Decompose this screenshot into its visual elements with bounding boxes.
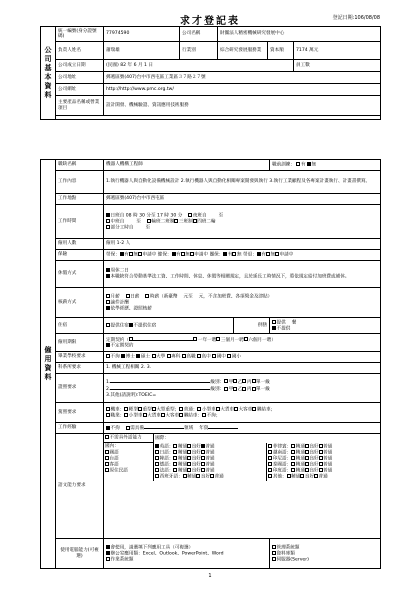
staff-label: 員工數	[294, 60, 381, 72]
address-value: 郵遞區號(407)台中市西屯區工業區３７路２７號	[104, 72, 381, 84]
form-title: 求才登記表	[180, 16, 240, 27]
english-expert-checkbox[interactable]	[173, 444, 177, 448]
lang-german-checkbox[interactable]	[155, 462, 159, 466]
website-value: http://http://www.pmc.org.tw/	[104, 84, 381, 96]
lang-other-checkbox[interactable]	[268, 474, 272, 478]
founded-label: 公司成立日期	[56, 60, 104, 72]
drive-label: 駕照要求	[56, 403, 104, 423]
edu-elementary-checkbox[interactable]	[227, 354, 231, 358]
content-value: 1.執行機器人與自動化設備機械設計 2.執行機器人與自動化相關專案開發與執行 3.執行工業顧程及各專案計畫執行、計畫書撰寫。	[104, 171, 381, 194]
dept-label: 科系所要求	[56, 363, 104, 374]
exp-any-checkbox[interactable]	[106, 426, 110, 430]
website-label: 公司網址	[56, 84, 104, 96]
lang-hakka-checkbox[interactable]	[105, 462, 109, 466]
edu-highschool-checkbox[interactable]	[197, 354, 201, 358]
lang-english-checkbox[interactable]	[155, 444, 159, 448]
drive-heavy-checkbox[interactable]	[138, 407, 142, 411]
lang-taiwanese-checkbox[interactable]	[105, 456, 109, 460]
pretraining-no-checkbox[interactable]	[307, 162, 311, 166]
spanish-normal-checkbox[interactable]	[210, 474, 214, 478]
french-expert-checkbox[interactable]	[173, 468, 177, 472]
edu-junior-checkbox[interactable]	[212, 354, 216, 358]
pretraining-yes-checkbox[interactable]	[296, 162, 300, 166]
lang-vietnamese-checkbox[interactable]	[268, 450, 272, 454]
housing-label: 住宿	[56, 318, 104, 334]
period-value: 定期契約（ 一年一聘 三個月一聘 六個月一聘） 不定期契約	[104, 334, 381, 352]
job-title-value: 機器人機構工程師	[104, 160, 270, 171]
computer-db-checkbox[interactable]	[272, 551, 276, 555]
drive-smallcar-checkbox[interactable]	[197, 407, 201, 411]
japanese-good-checkbox[interactable]	[187, 450, 191, 454]
hours-value: 日班自 08 時 30 分至 17 時 30 分 夜班自 至 中班自 至 輪班二班制 三班制 四班二輪 部分工時自 至	[104, 205, 381, 239]
drive-pro-trailer-checkbox[interactable]	[179, 413, 183, 417]
thai-expert-checkbox[interactable]	[291, 462, 295, 466]
edu-value: 不拘 博士 碩士 大學 專科 高職 高中 國中 國小	[104, 352, 381, 363]
location-value: 郵遞區號(407)台中市西屯區	[104, 194, 381, 205]
drive-normal-checkbox[interactable]	[179, 407, 183, 411]
tax-id-value: 77974590	[104, 27, 180, 42]
period-1y-checkbox[interactable]	[193, 337, 197, 341]
lang-french-checkbox[interactable]	[155, 468, 159, 472]
computer-server-checkbox[interactable]	[272, 557, 276, 561]
cert1-a-checkbox[interactable]	[224, 379, 228, 383]
exp-label: 工作經驗	[56, 423, 104, 434]
count-label: 僱用人數	[56, 239, 104, 250]
english-good-checkbox[interactable]	[187, 444, 191, 448]
industry-label: 行業別	[180, 42, 218, 60]
housing-value: 提供住宿 不提供住宿	[104, 318, 234, 334]
edu-label: 畢業學校要求	[56, 352, 104, 363]
korean-good-checkbox[interactable]	[187, 456, 191, 460]
capital-label: 資本額	[268, 42, 294, 60]
capital-value: 7174 萬元	[294, 42, 381, 60]
period-label: 僱用期限	[56, 334, 104, 352]
other-normal-checkbox[interactable]	[314, 474, 318, 478]
address-label: 公司地址	[56, 72, 104, 84]
drive-any-checkbox[interactable]	[202, 413, 206, 417]
location-label: 工作地點	[56, 194, 104, 205]
insurance-label: 保險	[56, 250, 104, 261]
rep-label: 負責人姓名	[56, 42, 104, 60]
labor-ins-apply-checkbox[interactable]	[138, 252, 142, 256]
lang-mandarin-checkbox[interactable]	[105, 450, 109, 454]
drive-pro-small-checkbox[interactable]	[124, 413, 128, 417]
tax-id-label: 統一編號(身分證號碼)	[56, 27, 104, 42]
exp-value: 不拘 需具備 領域 年資	[104, 423, 381, 434]
drive-value: 機車： 輕型 重型 大型重型； 普通： 小型車 大貨車 大客車 聯結車； 職業： 小型車 大貨車 大客車 聯結車： 不拘；	[104, 403, 381, 423]
drive-pro-checkbox[interactable]	[106, 413, 110, 417]
cert2-a-checkbox[interactable]	[224, 387, 228, 391]
edu-univ-checkbox[interactable]	[152, 354, 156, 358]
company-info-table	[40, 26, 381, 120]
rest-value: 周休二日 本職缺符合勞動基準法工資、工作時間、休息、休假等相關規定，且於延長工時情況下，將依規定給付加班費或補休。	[104, 261, 381, 288]
salary-monthly-checkbox[interactable]	[106, 294, 110, 298]
job-section-label: 僱用資料	[41, 160, 56, 569]
salary-piece-checkbox[interactable]	[106, 300, 110, 304]
meal-none-checkbox[interactable]	[272, 326, 276, 330]
drive-light-checkbox[interactable]	[124, 407, 128, 411]
rep-value: 蕭瑞雄	[104, 42, 180, 60]
japanese-expert-checkbox[interactable]	[173, 450, 177, 454]
cert1-single-checkbox[interactable]	[252, 379, 256, 383]
salary-label: 核薪方式	[56, 288, 104, 318]
lang-spanish-checkbox[interactable]	[155, 474, 159, 478]
german-expert-checkbox[interactable]	[173, 462, 177, 466]
edu-any-checkbox[interactable]	[106, 354, 110, 358]
housing-provide-checkbox[interactable]	[106, 323, 110, 327]
edu-phd-checkbox[interactable]	[121, 354, 125, 358]
company-name-label: 公司名稱	[180, 27, 218, 42]
period-fixed-checkbox[interactable]	[129, 337, 133, 341]
salary-value: 月薪 日薪 時薪（新臺幣 元至 元，不含加班費、各項獎金及津貼） 論件計酬 依學經歷、證照核薪	[104, 288, 381, 318]
parttime-checkbox[interactable]	[106, 225, 110, 229]
drive-trailer-checkbox[interactable]	[252, 407, 256, 411]
salary-hourly-checkbox[interactable]	[145, 294, 149, 298]
korean-expert-checkbox[interactable]	[173, 456, 177, 460]
meal-label: 供膳	[234, 318, 270, 334]
lang-filipino-checkbox[interactable]	[268, 444, 272, 448]
company-name-value: 財團法人精密機械研究發展中心	[218, 27, 381, 42]
cert1-c-checkbox[interactable]	[242, 379, 246, 383]
lang-korean-checkbox[interactable]	[155, 456, 159, 460]
content-label: 工作內容	[56, 171, 104, 194]
lang-grid: 不需具外語能力 國際： 國內： 國語 台語 客語 原住民語 英語： 精通 良好 普通 日語： 精通 良好 普通 韓語： 精通 良好 普通 德語： 精通 良好 普通 法語： 精通 良好 普通 西班牙語： 精通 良好 普通 菲律賓： 精通 良好 普通 越南語： 精通 良好 普通 印尼語： 精通 良好 普通 泰國語： 精通 良好 普通 印度語： 精通 良好 普通 其他： 精通 良好 普通	[105, 435, 333, 479]
computer-use-checkbox[interactable]	[106, 545, 110, 549]
health-ins-yes-checkbox[interactable]	[172, 252, 176, 256]
dept-value: 1. 機械工程相關 2. 3.	[104, 363, 381, 374]
meal-value: 提供 餐 不提供	[270, 318, 381, 334]
lang-hindi-checkbox[interactable]	[268, 468, 272, 472]
pretraining-field: 職前訓練： 有 無	[270, 160, 381, 171]
lang-none-checkbox[interactable]	[105, 435, 109, 439]
rest-law-checkbox[interactable]	[106, 274, 110, 278]
period-3m-checkbox[interactable]	[216, 337, 220, 341]
indonesian-expert-checkbox[interactable]	[291, 456, 295, 460]
page-number: 1	[208, 573, 212, 579]
registration-date: 登記日期:106/08/08	[332, 15, 380, 21]
vietnamese-expert-checkbox[interactable]	[291, 450, 295, 454]
drive-bus-checkbox[interactable]	[234, 407, 238, 411]
rest-label: 休假方式	[56, 261, 104, 288]
group-ins-no-checkbox[interactable]	[232, 252, 236, 256]
computer-value-right: 管理系統類 資料庫類 伺服器(Server)	[270, 539, 381, 569]
cert2-b-checkbox[interactable]	[233, 387, 237, 391]
spanish-good-checkbox[interactable]	[196, 474, 200, 478]
nightshift-checkbox[interactable]	[188, 213, 192, 217]
industry-value: 綜合研究發展服務業	[218, 42, 268, 60]
products-value: 設計開發、機械驗證、資訊應用技術服務	[104, 96, 381, 116]
computer-os-checkbox[interactable]	[106, 557, 110, 561]
job-title-label: 職缺名稱	[56, 160, 104, 171]
cert-value: 1. 級別： 甲 乙 丙 單一級 2. 級別： 甲 乙 丙 單一級 3.其他(請說明):TOEIC=	[104, 374, 381, 403]
group-ins-yes-checkbox[interactable]	[223, 252, 227, 256]
computer-label: 使用電腦能力(可複選)	[56, 539, 104, 569]
job-info-table	[40, 159, 381, 569]
lang-thai-checkbox[interactable]	[268, 462, 272, 466]
filipino-expert-checkbox[interactable]	[291, 444, 295, 448]
lang-label: 語文能力要求	[56, 434, 104, 539]
count-value: 僱用 1-2 人	[104, 239, 381, 250]
products-label: 主要產品名稱或營業項目	[56, 96, 104, 116]
cert1-b-checkbox[interactable]	[233, 379, 237, 383]
company-section-label: 公司基本資料	[41, 27, 56, 120]
hindi-expert-checkbox[interactable]	[291, 468, 295, 472]
computer-office-checkbox[interactable]	[106, 551, 110, 555]
french-good-checkbox[interactable]	[187, 468, 191, 472]
hours-label: 工作時間	[56, 205, 104, 239]
cert-label: 證照要求	[56, 374, 104, 403]
cert2-single-checkbox[interactable]	[252, 387, 256, 391]
lang-aboriginal-checkbox[interactable]	[105, 468, 109, 472]
retire-apply-checkbox[interactable]	[275, 252, 279, 256]
rest-twoday-checkbox[interactable]	[106, 268, 110, 272]
midshift-checkbox[interactable]	[106, 219, 110, 223]
salary-policy-checkbox[interactable]	[106, 306, 110, 310]
german-good-checkbox[interactable]	[187, 462, 191, 466]
founded-value: (民國) 82 年 6 月 1 日	[104, 60, 294, 72]
computer-mgmt-checkbox[interactable]	[272, 545, 276, 549]
insurance-value: 勞保： 有 無 申請中 健保： 有 無 申請中 團保： 有 無 勞退： 有 無 申請中	[104, 250, 381, 261]
dayshift-checkbox[interactable]	[106, 213, 110, 217]
cert2-c-checkbox[interactable]	[242, 387, 246, 391]
edu-master-checkbox[interactable]	[136, 354, 140, 358]
meal-provide-checkbox[interactable]	[272, 320, 276, 324]
lang-value	[104, 434, 381, 539]
other-good-checkbox[interactable]	[300, 474, 304, 478]
lang-japanese-checkbox[interactable]	[155, 450, 159, 454]
drive-pro-truck-checkbox[interactable]	[143, 413, 147, 417]
drive-moto-checkbox[interactable]	[106, 407, 110, 411]
rotation3-checkbox[interactable]	[174, 219, 178, 223]
period-none-checkbox[interactable]	[106, 343, 110, 347]
lang-indonesian-checkbox[interactable]	[268, 456, 272, 460]
computer-value: 會使用，請選填下列應用工具（可複選） 辦公室應用類：Excel、Outlook、PowerPoint、Word 作業系統類	[104, 539, 270, 569]
